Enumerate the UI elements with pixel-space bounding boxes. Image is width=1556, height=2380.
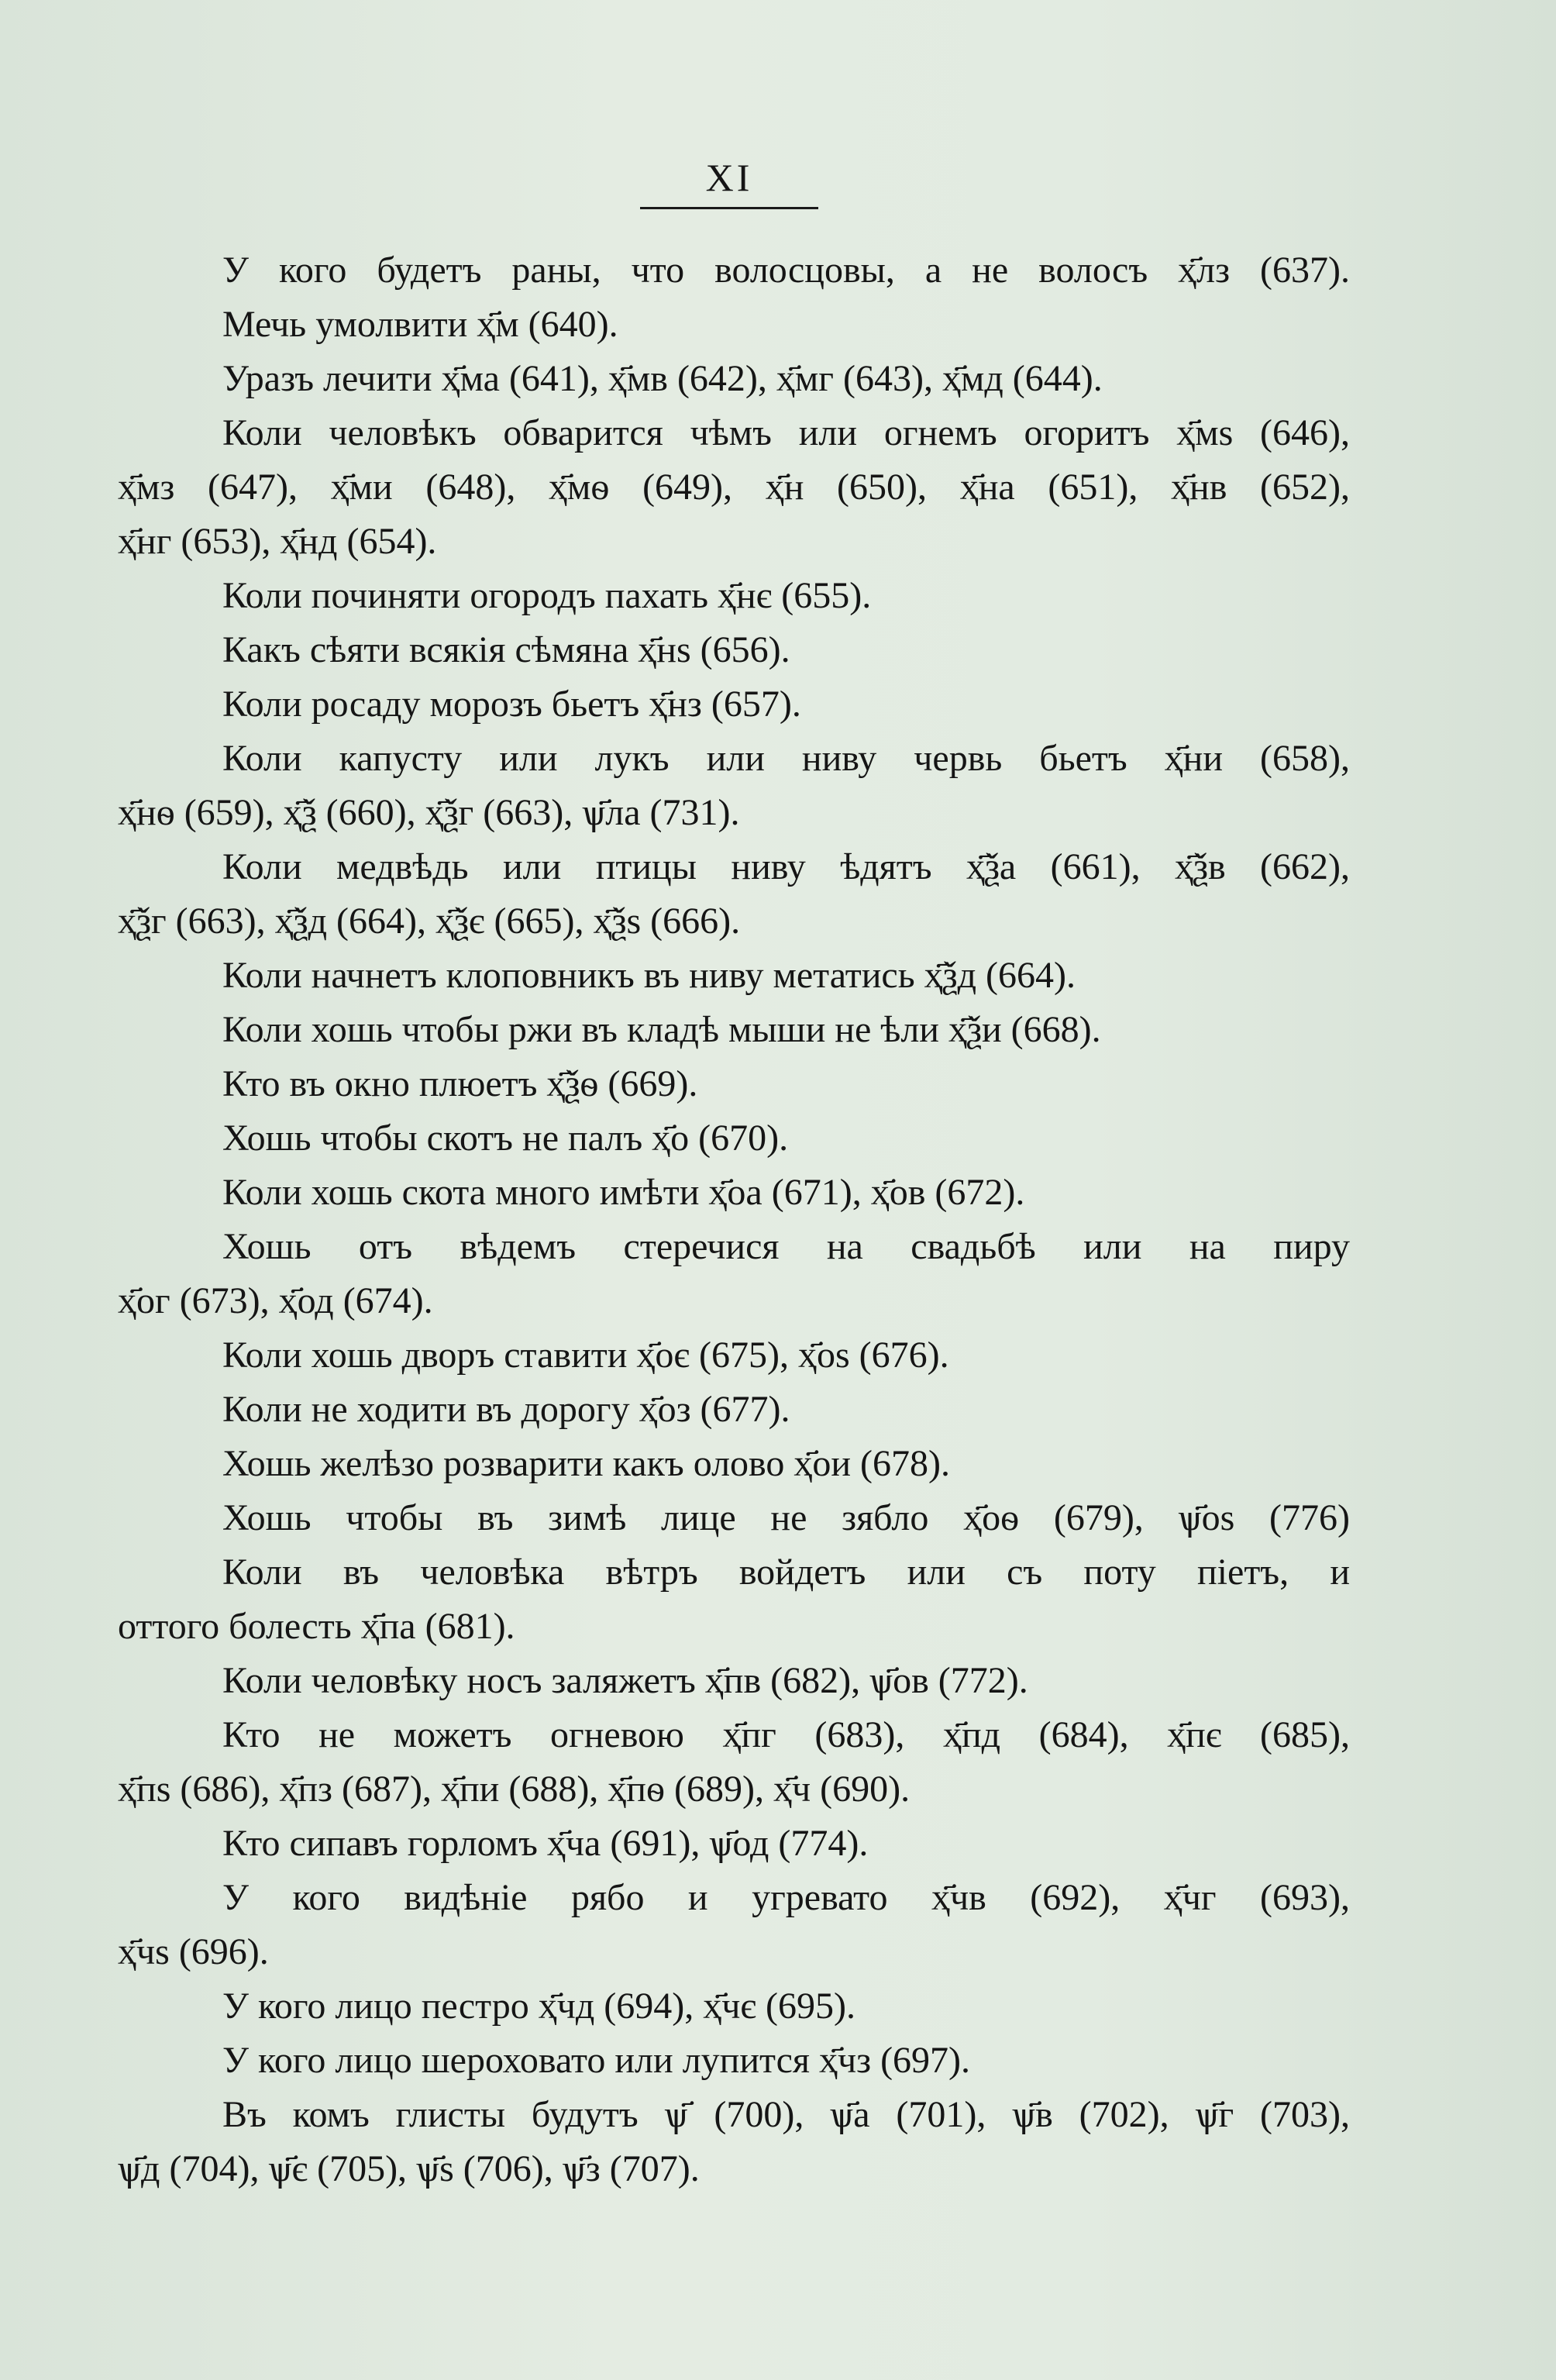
text-line: У кого будетъ раны, что волосцовы, а не волосъ ҳ҃лз (637).	[222, 250, 1350, 291]
text-line: ҳ҃мз (647), ҳ҃ми (648), ҳ҃мѳ (649), ҳ҃н (650), ҳ҃на (651), ҳ҃нв (652),	[118, 467, 1350, 508]
text-line: Хошь чтобы въ зимѣ лице не зябло ҳ҃оѳ (679), ѱ҃оѕ (776)	[222, 1497, 1350, 1538]
text-line: Коли начнетъ клоповникъ въ ниву метатись ҳ҃ѯд (664).	[222, 955, 1076, 996]
text-line: Въ комъ глисты будутъ ѱ҃ (700), ѱ҃а (701), ѱ҃в (702), ѱ҃г (703),	[222, 2094, 1350, 2135]
text-line: Коли хошь дворъ ставити ҳ҃оє (675), ҳ҃оѕ (676).	[222, 1335, 949, 1376]
text-line: ҳ҃пѕ (686), ҳ҃пз (687), ҳ҃пи (688), ҳ҃пѳ (689), ҳ҃ч (690).	[118, 1769, 911, 1810]
text-line: Коли человѣкъ обварится чѣмъ или огнемъ огоритъ ҳ҃мѕ (646),	[222, 412, 1350, 453]
text-line: У кого лицо пестро ҳ҃чд (694), ҳ҃чє (695).	[222, 1986, 855, 2027]
text-line: Коли капусту или лукъ или ниву червь бьетъ ҳ҃ни (658),	[222, 738, 1350, 779]
text-line: У кого лицо шероховато или лупится ҳ҃чз (697).	[222, 2040, 971, 2081]
text-line: ҳ҃чѕ (696).	[118, 1931, 269, 1972]
text-line: Коли росаду морозъ бьетъ ҳ҃нз (657).	[222, 684, 801, 725]
text-line: ҳ҃нг (653), ҳ҃нд (654).	[118, 521, 437, 562]
text-line: Коли хошь чтобы ржи въ кладѣ мыши не ѣли ҳ҃ѯи (668).	[222, 1009, 1101, 1050]
text-line: Хошь желѣзо розварити какъ олово ҳ҃ои (678).	[222, 1443, 951, 1484]
text-line: Коли медвѣдь или птицы ниву ѣдятъ ҳ҃ѯа (661), ҳ҃ѯв (662),	[222, 846, 1350, 887]
page-number: XI	[705, 156, 753, 199]
text-line: Коли въ человѣка вѣтръ войдетъ или съ поту піетъ, и	[222, 1552, 1350, 1593]
text-line: Мечь умолвити ҳ҃м (640).	[222, 304, 618, 345]
text-line: Кто не можетъ огневою ҳ҃пг (683), ҳ҃пд (684), ҳ҃пє (685),	[222, 1714, 1350, 1755]
header-rule	[640, 207, 818, 209]
text-line: ҳ҃ог (673), ҳ҃од (674).	[118, 1280, 433, 1321]
text-line: Кто сипавъ горломъ ҳ҃ча (691), ѱ҃од (774).	[222, 1823, 869, 1864]
text-line: Какъ сѣяти всякія сѣмяна ҳ҃нѕ (656).	[222, 629, 790, 670]
body-text	[118, 243, 1350, 2196]
text-line: Хошь чтобы скотъ не палъ ҳ҃о (670).	[222, 1118, 789, 1159]
text-line: Коли починяти огородъ пахать ҳ҃нє (655).	[222, 575, 872, 616]
text-line: Коли не ходити въ дорогу ҳ҃оз (677).	[222, 1389, 790, 1430]
text-line: ѱ҃д (704), ѱ҃є (705), ѱ҃ѕ (706), ѱ҃з (707).	[118, 2148, 700, 2189]
text-line: оттого болесть ҳ҃па (681).	[118, 1606, 515, 1647]
text-line: Уразъ лечити ҳ҃ма (641), ҳ҃мв (642), ҳ҃мг (643), ҳ҃мд (644).	[222, 358, 1103, 399]
text-line: ҳ҃ѯг (663), ҳ҃ѯд (664), ҳ҃ѯє (665), ҳ҃ѯѕ (666).	[118, 901, 741, 942]
text-line: У кого видѣніе рябо и угревато ҳ҃чв (692), ҳ҃чг (693),	[222, 1877, 1350, 1918]
text-line: Коли хошь скота много имѣти ҳ҃оа (671), ҳ҃ов (672).	[222, 1172, 1025, 1213]
text-line: Хошь отъ вѣдемъ стеречися на свадьбѣ или на пиру	[222, 1226, 1350, 1267]
text-line: Кто въ окно плюетъ ҳ҃ѯѳ (669).	[222, 1063, 698, 1104]
text-line: Коли человѣку носъ заляжетъ ҳ҃пв (682), ѱ҃ов (772).	[222, 1660, 1028, 1701]
text-line: ҳ҃нѳ (659), ҳ҃ѯ (660), ҳ҃ѯг (663), ѱ҃ла (731).	[118, 792, 740, 833]
